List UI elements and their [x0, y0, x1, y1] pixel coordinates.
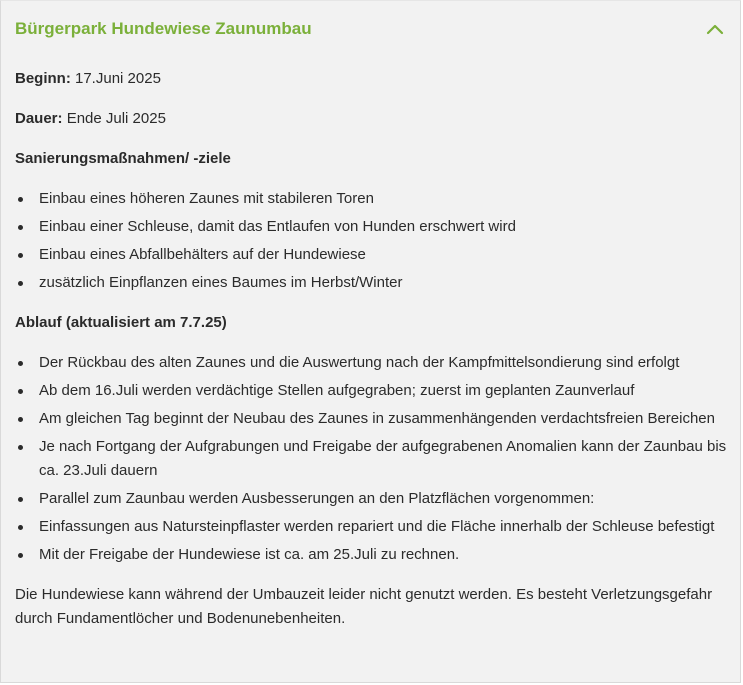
list-item: Einfassungen aus Natursteinpflaster werden repariert und die Fläche innerhalb der Schleuse befestigt	[15, 515, 731, 539]
duration-label: Dauer:	[15, 110, 63, 127]
closure-notice: Die Hundewiese kann während der Umbauzeit leider nicht genutzt werden. Es besteht Verletzungsgefahr durch Fundamentlöcher und Bodenunebenheiten.	[15, 586, 713, 627]
measures-list	[15, 187, 731, 295]
list-item: Einbau eines Abfallbehälters auf der Hundewiese	[15, 243, 731, 267]
duration	[15, 107, 731, 131]
start-label: Beginn:	[15, 70, 71, 87]
list-item: Einbau eines höheren Zaunes mit stabileren Toren	[15, 187, 731, 211]
schedule-list	[15, 351, 731, 567]
accordion-header[interactable]	[1, 1, 740, 57]
list-item: Mit der Freigabe der Hundewiese ist ca. am 25.Juli zu rechnen.	[15, 543, 731, 567]
list-item: Am gleichen Tag beginnt der Neubau des Zaunes in zusammenhängenden verdachtsfreien Bereichen	[15, 407, 731, 431]
start-date	[15, 67, 731, 91]
list-item: Je nach Fortgang der Aufgrabungen und Freigabe der aufgegrabenen Anomalien kann der Zaunbau bis ca. 23.Juli dauern	[15, 435, 731, 483]
list-item: Der Rückbau des alten Zaunes und die Auswertung nach der Kampfmittelsondierung sind erfolgt	[15, 351, 731, 375]
list-item: Einbau einer Schleuse, damit das Entlaufen von Hunden erschwert wird	[15, 215, 731, 239]
measures-heading: Sanierungsmaßnahmen/ -ziele	[15, 150, 231, 167]
list-item: zusätzlich Einpflanzen eines Baumes im Herbst/Winter	[15, 271, 731, 295]
duration-value: Ende Juli 2025	[66, 110, 166, 127]
accordion-content	[15, 67, 731, 631]
list-item: Parallel zum Zaunbau werden Ausbesserungen an den Platzflächen vorgenommen:	[15, 487, 731, 511]
accordion-title[interactable]: Bürgerpark Hundewiese Zaunumbau	[15, 19, 312, 38]
schedule-heading: Ablauf (aktualisiert am 7.7.25)	[15, 314, 227, 331]
list-item: Ab dem 16.Juli werden verdächtige Stellen aufgegraben; zuerst im geplanten Zaunverlauf	[15, 379, 731, 403]
chevron-up-icon[interactable]	[704, 18, 726, 40]
start-value: 17.Juni 2025	[75, 70, 161, 87]
